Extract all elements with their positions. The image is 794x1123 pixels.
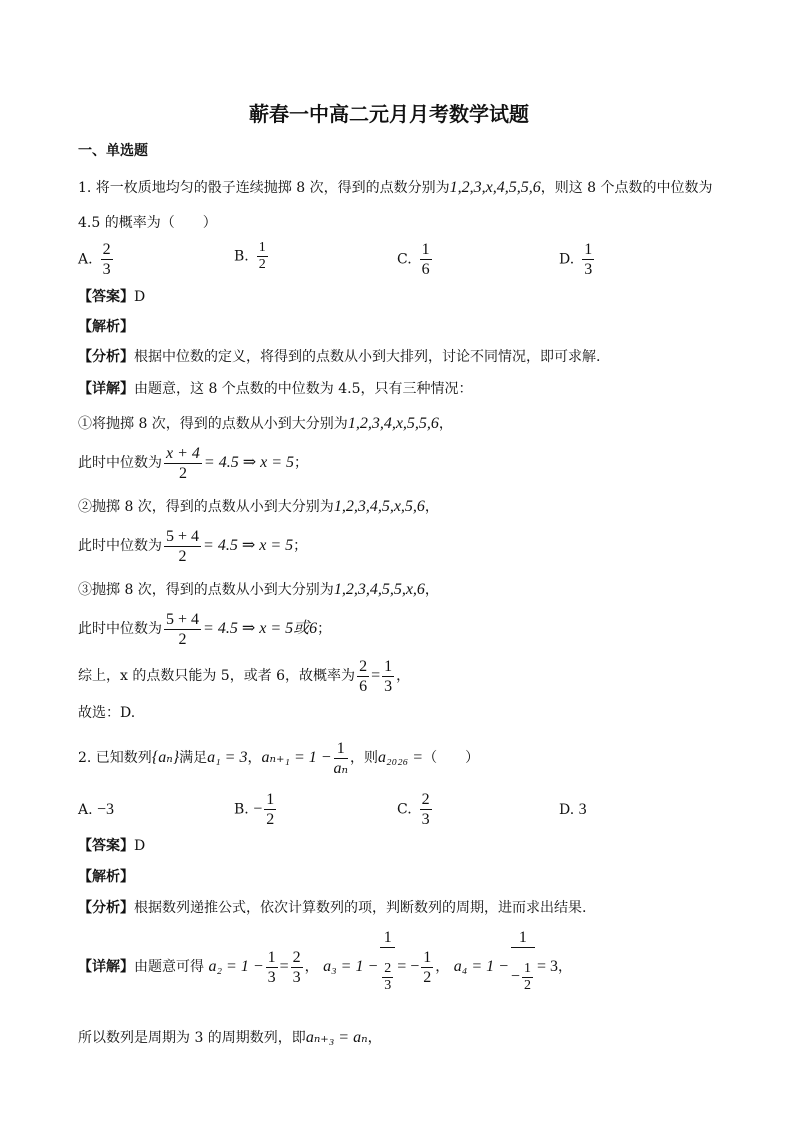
q2-xiangjie-line — [78, 928, 572, 1006]
q1-case2-frac-num: 5 + 4 — [166, 527, 200, 545]
q1-summary-num2: 1 — [384, 657, 393, 675]
q1-fenxi-line — [78, 347, 600, 367]
q2-analysis-tag: 【解析】 — [78, 869, 134, 885]
q1-case1-line — [78, 414, 453, 434]
q2-option-c-num: 2 — [421, 791, 430, 808]
q2-a4-frac — [511, 928, 535, 1006]
q1-case2-comma: ， — [424, 499, 439, 515]
q2-period-line — [78, 1028, 382, 1048]
q2-a4-lhs: a₄ = 1 − — [453, 958, 509, 975]
q1-case1-median — [78, 443, 308, 483]
q1-case2-eq: = 4.5 ⇒ x = 5 — [203, 537, 294, 554]
q1-summary — [78, 656, 410, 696]
q2-option-d-text: 3 — [578, 801, 587, 818]
q1-case3-frac-den: 2 — [178, 630, 187, 648]
q2-option-a-text: −3 — [97, 801, 115, 818]
q2-a3-inner-frac — [382, 961, 393, 994]
q1-case2-fraction — [164, 527, 201, 566]
q2-a3-inner-num: 2 — [384, 960, 392, 976]
q2-period-end: ， — [367, 1030, 382, 1046]
q2-cond2-den: aₙ — [333, 759, 349, 777]
q2-a4-inner-sign: − — [510, 968, 520, 985]
q2-answer: D — [134, 838, 146, 854]
q2-a3-inner-den: 3 — [384, 977, 392, 993]
q2-option-c — [397, 790, 434, 829]
q1-analysis-tag: 【解析】 — [78, 319, 134, 335]
q2-a2-result — [291, 948, 303, 987]
q2-cond2-num: 1 — [334, 739, 348, 759]
q2-option-b-fraction — [264, 790, 276, 829]
q1-xiangjie-text: 由题意，这 8 个点数的中位数为 4.5，只有三种情况： — [134, 381, 473, 397]
q1-case1-seq: 1,2,3,4,x,5,5,6 — [347, 415, 439, 432]
page-title: 蕲春一中高二元月月考数学试题 — [249, 102, 529, 126]
q1-answer-tag: 【答案】 — [78, 289, 134, 305]
q2-answer-tag: 【答案】 — [78, 838, 134, 854]
q1-option-b-num: 1 — [258, 240, 266, 255]
q1-case3-eq: = 4.5 ⇒ x = 5或6 — [203, 620, 318, 637]
q2-a3-frac — [380, 928, 395, 1006]
q1-summary-den1: 6 — [359, 677, 368, 695]
q1-stem-a: 1. 将一枚质地均匀的骰子连续抛掷 8 次，得到的点数分别为 — [78, 180, 450, 196]
q1-case2-mid-prefix: 此时中位数为 — [78, 538, 162, 554]
q2-a4-inner-den: 2 — [523, 977, 531, 993]
q1-seq: 1,2,3,x,4,5,5,6 — [449, 179, 541, 196]
q2-comma-3: ， — [435, 959, 450, 975]
q1-case1-eq: = 4.5 ⇒ x = 5 — [203, 454, 295, 471]
q1-case1-frac-den: 2 — [178, 464, 187, 482]
q1-summary-comma: ， — [396, 668, 411, 684]
q1-option-d-fraction — [582, 240, 594, 279]
q2-a4-eq: = 3 — [536, 958, 558, 975]
q2-option-d — [559, 800, 587, 820]
q2-a2-frac — [266, 948, 278, 987]
q2-comma-2: ， — [304, 959, 319, 975]
q2-a3-rnum: 1 — [423, 948, 432, 966]
q1-stem-line2: 4.5 的概率为（ ） — [78, 215, 217, 231]
q1-case1-semi: ； — [294, 455, 309, 471]
q2-fenxi-line — [78, 898, 586, 918]
q1-case2-semi: ； — [293, 538, 308, 554]
q1-case3-text: ③抛掷 8 次，得到的点数从小到大分别为 — [78, 582, 334, 598]
q1-case2-median — [78, 526, 307, 566]
q2-a2-num: 1 — [267, 948, 276, 966]
q1-option-c-label: C. — [397, 251, 412, 268]
q1-option-a — [78, 240, 115, 279]
q1-fenxi-text: 根据中位数的定义，将得到的点数从小到大排列，讨论不同情况，即可求解. — [134, 349, 601, 365]
q1-summary-frac1 — [357, 657, 369, 696]
q1-option-a-num: 2 — [102, 241, 111, 258]
q1-case2-line — [78, 497, 439, 517]
q1-case2-seq: 1,2,3,4,5,x,5,6 — [333, 498, 425, 515]
section-heading: 一、单选题 — [78, 143, 148, 159]
q1-option-d-den: 3 — [584, 261, 593, 278]
q1-option-b — [234, 240, 270, 273]
q2-stem-b: 满足 — [179, 750, 208, 766]
q2-a3-eq: = − — [397, 958, 420, 975]
q1-case1-comma: ， — [438, 416, 453, 432]
q2-answer-line — [78, 836, 145, 856]
q1-option-b-fraction — [257, 240, 268, 273]
q2-cond1: a₁ = 3 — [207, 749, 248, 766]
q1-case3-seq: 1,2,3,4,5,5,x,6 — [333, 581, 425, 598]
q2-a2-rnum: 2 — [292, 948, 301, 966]
q2-option-b-den: 2 — [266, 811, 275, 828]
q2-a2-rden: 3 — [292, 968, 301, 986]
q1-option-c-num: 1 — [421, 241, 430, 258]
q2-period-eq: aₙ₊₃ = aₙ — [305, 1029, 368, 1046]
q2-a3-lhs: a₃ = 1 − — [323, 958, 379, 975]
q2-option-b-num: 1 — [266, 791, 275, 808]
q2-seq-sym: {aₙ} — [151, 749, 180, 766]
q2-option-b-label: B. — [234, 801, 249, 818]
q2-fenxi-text: 根据数列递推公式，依次计算数列的项，判断数列的周期，进而求出结果. — [134, 900, 587, 916]
q1-option-a-label: A. — [78, 251, 93, 268]
q2-option-c-fraction — [420, 790, 432, 829]
q1-option-c-fraction — [420, 240, 432, 279]
q2-a2-lhs: a₂ = 1 − — [208, 958, 264, 975]
q2-cond2-frac — [334, 739, 348, 778]
q1-xiangjie-tag: 【详解】 — [78, 381, 134, 397]
q1-case3-median — [78, 609, 331, 649]
q2-cond2-lhs: aₙ₊₁ = 1 − — [261, 749, 332, 766]
q1-option-d-num: 1 — [584, 241, 593, 258]
q2-option-a — [78, 800, 114, 820]
q1-case3-fraction — [164, 610, 201, 649]
q2-a4-inner-frac — [522, 961, 533, 994]
q2-option-c-label: C. — [397, 801, 412, 818]
q1-xiangjie-line — [78, 379, 473, 399]
q1-case2-text: ②抛掷 8 次，得到的点数从小到大分别为 — [78, 499, 334, 515]
q2-a4-inner — [511, 961, 535, 994]
q2-a2-eq: = — [279, 958, 289, 975]
q1-case3-line — [78, 580, 439, 600]
q2-comma-4: ， — [557, 959, 572, 975]
q1-case3-mid-prefix: 此时中位数为 — [78, 621, 162, 637]
q2-period-text: 所以数列是周期为 3 的周期数列，即 — [78, 1030, 306, 1046]
q2-xiangjie-tag: 【详解】 — [78, 959, 134, 975]
q1-case1-frac-num: x + 4 — [166, 444, 200, 462]
q2-stem — [78, 738, 479, 778]
q1-option-d-label: D. — [559, 251, 575, 268]
q1-answer-line — [78, 287, 145, 307]
q2-fenxi-tag: 【分析】 — [78, 900, 134, 916]
q2-a3-num: 1 — [380, 928, 395, 948]
q1-summary-eq: = — [371, 667, 381, 684]
q2-a4-inner-num: 1 — [523, 960, 531, 976]
q1-case2-frac-den: 2 — [178, 547, 187, 565]
q2-option-b-sign: − — [253, 800, 263, 818]
q1-stem-b: ，则这 8 个点数的中位数为 — [540, 180, 713, 196]
q1-option-a-den: 3 — [102, 261, 111, 278]
q1-case1-mid-prefix: 此时中位数为 — [78, 455, 162, 471]
q2-paren: （ ） — [423, 750, 480, 766]
q1-summary-den2: 3 — [384, 677, 393, 695]
q2-a2-den: 3 — [267, 968, 276, 986]
q1-summary-frac2 — [382, 657, 394, 696]
q1-option-d — [559, 240, 596, 279]
q1-option-b-label: B. — [234, 248, 249, 265]
q2-xiangjie-pre: 由题意可得 — [134, 959, 204, 975]
q1-fenxi-tag: 【分析】 — [78, 349, 134, 365]
q1-option-a-fraction — [101, 240, 113, 279]
q2-comma-1: ， — [247, 750, 262, 766]
q2-option-a-label: A. — [78, 802, 93, 818]
q1-case1-fraction — [164, 444, 202, 483]
q1-summary-text: 综上，x 的点数只能为 5，或者 6，故概率为 — [78, 668, 356, 684]
q2-stem-a: 2. 已知数列 — [78, 750, 152, 766]
q2-a3-rden: 2 — [423, 968, 432, 986]
q1-case3-semi: ； — [317, 621, 332, 637]
q1-option-b-den: 2 — [258, 257, 266, 272]
q2-a3-result — [421, 948, 433, 987]
q1-option-c-den: 6 — [421, 261, 430, 278]
q2-a4-num: 1 — [511, 928, 535, 948]
q1-case1-text: ①将抛掷 8 次，得到的点数从小到大分别为 — [78, 416, 348, 432]
q2-option-c-den: 3 — [421, 811, 430, 828]
q1-option-c — [397, 240, 434, 279]
q1-summary-num1: 2 — [359, 657, 368, 675]
q1-case3-comma: ， — [424, 582, 439, 598]
q1-choose: 故选：D. — [78, 705, 136, 721]
q2-option-d-label: D. — [559, 802, 575, 818]
q1-case3-frac-num: 5 + 4 — [166, 610, 200, 628]
q2-target: a₂₀₂₆ = — [378, 749, 424, 766]
q1-answer: D — [134, 289, 146, 305]
q2-stem-c: ，则 — [350, 750, 379, 766]
q2-option-b — [234, 790, 278, 829]
q1-stem-line1 — [78, 178, 713, 198]
